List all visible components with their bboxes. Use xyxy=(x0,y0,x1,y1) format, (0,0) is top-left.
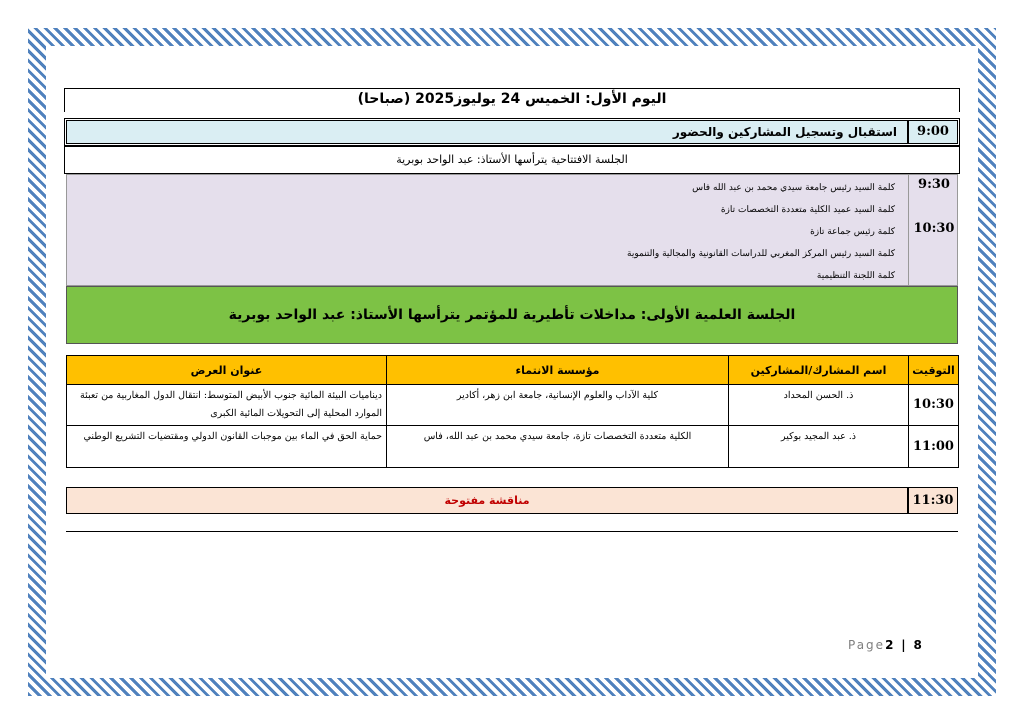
table-header-row xyxy=(67,356,959,385)
opening-session-title: الجلسة الافتتاحية يترأسها الأستاذ: عبد الواحد بوبرية xyxy=(64,146,960,174)
row-participant: ذ. عبد المجيد بوكير xyxy=(729,426,909,468)
row-participant: ذ. الحسن المحداد xyxy=(729,385,909,426)
day-title: اليوم الأول: الخميس 24 يوليوز2025 (صباحا) xyxy=(64,88,960,112)
schedule-table xyxy=(66,355,959,468)
header-title: عنوان العرض xyxy=(67,356,387,385)
header-institution: مؤسسة الانتماء xyxy=(387,356,729,385)
row-title: حماية الحق في الماء بين موجبات القانون الدولي ومقتضيات التشريع الوطني xyxy=(67,426,387,468)
row-title: ديناميات البيئة المائية جنوب الأبيض المتوسط: انتقال الدول المغاربية من تعبئة الموارد المحلية إلى التحويلات المائية الكبرى xyxy=(67,385,387,426)
reception-label: استقبال وتسجيل المشاركين والحضور xyxy=(66,120,908,144)
table-row xyxy=(67,426,959,468)
footer-page-word: Page xyxy=(848,638,886,652)
list-item: كلمة السيد رئيس جامعة سيدي محمد بن عبد الله فاس xyxy=(692,183,895,193)
scientific-session-title: الجلسة العلمية الأولى: مداخلات تأطيرية للمؤتمر يترأسها الأستاذ: عبد الواحد بوبرية xyxy=(66,286,958,344)
footer-separator: | xyxy=(901,638,908,652)
row-time: 11:00 xyxy=(909,426,959,468)
row-institution: الكلية متعددة التخصصات تازة، جامعة سيدي محمد بن عبد الله، فاس xyxy=(387,426,729,468)
row-time: 10:30 xyxy=(909,385,959,426)
discussion-label: مناقشة مفتوحة xyxy=(66,487,908,514)
speech-times-column xyxy=(908,174,958,286)
header-participant: اسم المشارك/المشاركين xyxy=(729,356,909,385)
reception-time: 9:00 xyxy=(908,120,958,144)
page-footer xyxy=(848,637,928,653)
speeches-list xyxy=(66,174,910,286)
list-item: كلمة رئيس جماعة تازة xyxy=(810,227,895,237)
table-row xyxy=(67,385,959,426)
list-item: كلمة السيد رئيس المركز المغربي للدراسات القانونية والمجالية والتنموية xyxy=(627,249,895,259)
discussion-time: 11:30 xyxy=(908,487,958,514)
list-item: كلمة اللجنة التنظيمية xyxy=(816,271,895,281)
row-institution: كلية الآداب والعلوم الإنسانية، جامعة ابن زهر، أكادير xyxy=(387,385,729,426)
footer-page-number: 2 xyxy=(885,638,896,652)
divider-line xyxy=(66,531,958,532)
speech-time-start: 9:30 xyxy=(918,177,950,192)
footer-page-total: 8 xyxy=(913,638,924,652)
header-time: التوقيت xyxy=(909,356,959,385)
speech-time-end: 10:30 xyxy=(913,221,955,236)
list-item: كلمة السيد عميد الكلية متعددة التخصصات تازة xyxy=(720,205,895,215)
